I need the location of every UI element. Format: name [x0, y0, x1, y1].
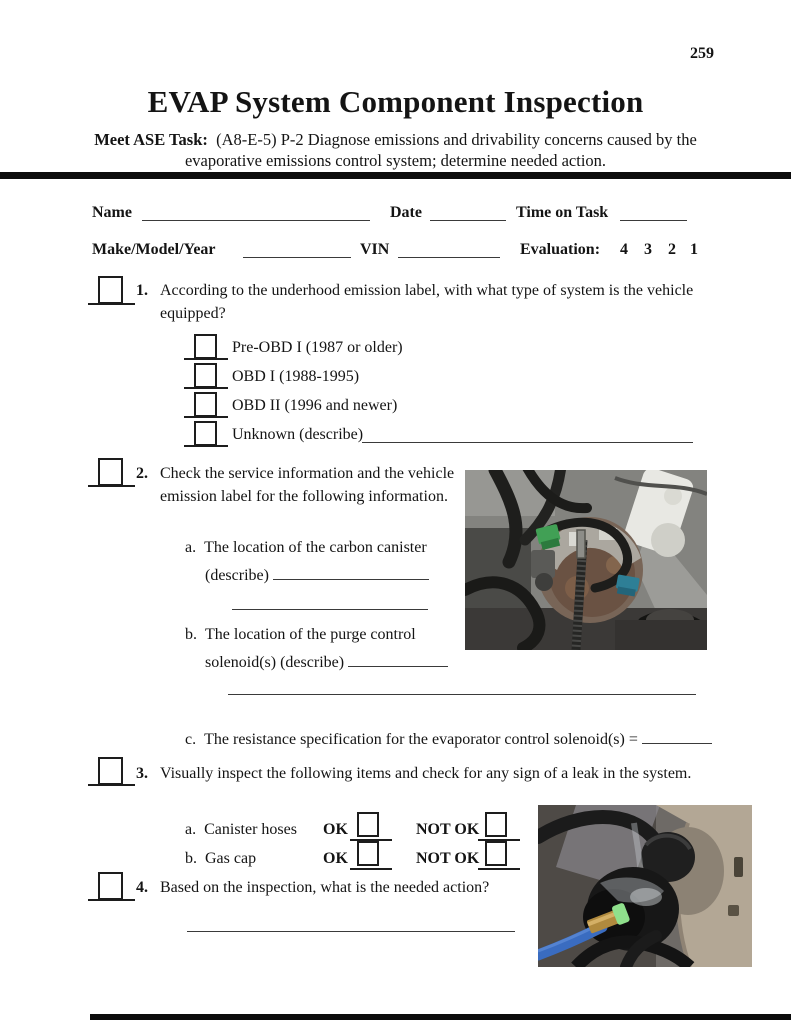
- q2a-continuation-blank-line[interactable]: [232, 609, 428, 610]
- page-title: EVAP System Component Inspection: [147, 84, 644, 119]
- q2c-blank-line[interactable]: [642, 730, 712, 744]
- make-model-year-blank-line[interactable]: [243, 257, 351, 258]
- q1-option-2-label: OBD II (1996 and newer): [232, 397, 398, 414]
- date-label: Date: [390, 204, 422, 221]
- q3-text: Visually inspect the following items and check for any sign of a leak in the system.: [160, 765, 692, 782]
- q2b-continuation-blank-line[interactable]: [228, 694, 696, 695]
- q3a-label: a.: [185, 821, 197, 838]
- checkbox-square-icon: [194, 421, 217, 446]
- q3b-label: b.: [185, 850, 197, 867]
- q1-option-3-checkbox[interactable]: [184, 419, 228, 447]
- q2b-describe-row: [205, 653, 448, 673]
- q3-task-checkbox[interactable]: [88, 757, 135, 786]
- q3a-not-ok-label: NOT OK: [416, 821, 480, 838]
- q2c-row: [185, 730, 712, 750]
- header-divider-rule: [0, 172, 791, 179]
- q2b-text: The location of the purge control: [205, 626, 416, 643]
- name-label: Name: [92, 204, 132, 221]
- checkbox-square-icon: [194, 334, 217, 359]
- q4-text: Based on the inspection, what is the needed action?: [160, 879, 490, 896]
- q2a-label: a.: [185, 539, 197, 556]
- q2a-describe-blank-line[interactable]: [273, 566, 429, 580]
- q2a-text: The location of the carbon canister: [204, 539, 427, 556]
- q1-number: 1.: [136, 282, 148, 299]
- q2b-text2: solenoid(s) (describe): [205, 654, 345, 671]
- engine-bay-photo: [465, 470, 707, 650]
- gas-cap-smoke-test-photo: [538, 805, 752, 967]
- q1-option-1-label: OBD I (1988-1995): [232, 368, 360, 385]
- q3a-ok-checkbox[interactable]: [350, 812, 392, 841]
- q3b-not-ok-checkbox[interactable]: [478, 841, 520, 870]
- bottom-divider-rule: [90, 1014, 791, 1020]
- checkbox-square-icon: [194, 392, 217, 417]
- name-blank-line[interactable]: [142, 220, 370, 221]
- q1-option-2-checkbox[interactable]: [184, 390, 228, 418]
- vin-label: VIN: [360, 241, 390, 258]
- q3b-ok-checkbox[interactable]: [350, 841, 392, 870]
- q1-option-3-label: Unknown (describe): [232, 426, 364, 443]
- q1-option-0-checkbox[interactable]: [184, 332, 228, 360]
- ase-task-line-2: evaporative emissions control system; determine needed action.: [184, 151, 607, 170]
- make-model-year-label: Make/Model/Year: [92, 241, 216, 258]
- q2b-label: b.: [185, 626, 197, 643]
- q3a-item: Canister hoses: [204, 821, 297, 838]
- q2c-text: The resistance specification for the evaporator control solenoid(s) =: [204, 731, 638, 748]
- q1-text-line2: equipped?: [160, 305, 226, 322]
- checkbox-square-icon: [485, 841, 507, 866]
- checkbox-square-icon: [98, 757, 123, 785]
- time-on-task-label: Time on Task: [516, 204, 609, 221]
- q2b-row: [185, 625, 416, 645]
- evaluation-label: Evaluation:: [520, 241, 601, 258]
- q2-text-line2: emission label for the following information.: [160, 488, 448, 505]
- q3-row-a: [185, 820, 297, 840]
- q3-row-b: [185, 849, 256, 869]
- q1-text-line1: According to the underhood emission label, with what type of system is the vehicle: [160, 282, 694, 299]
- checkbox-square-icon: [98, 872, 123, 900]
- q2a-row: [185, 538, 427, 558]
- q4-answer-blank-line[interactable]: [187, 931, 515, 932]
- q1-task-checkbox[interactable]: [88, 276, 135, 305]
- checkbox-square-icon: [98, 458, 123, 486]
- q2a-describe-label: (describe): [205, 567, 269, 584]
- q3a-ok-label: OK: [323, 821, 348, 838]
- page-number: 259: [690, 45, 714, 62]
- q1-option-0-label: Pre-OBD I (1987 or older): [232, 339, 403, 356]
- checkbox-square-icon: [194, 363, 217, 388]
- q2-task-checkbox[interactable]: [88, 458, 135, 487]
- time-on-task-blank-line[interactable]: [620, 220, 687, 221]
- q4-number: 4.: [136, 879, 148, 896]
- checkbox-square-icon: [485, 812, 507, 837]
- vin-blank-line[interactable]: [398, 257, 500, 258]
- ase-task-line-1: [0, 130, 791, 150]
- q2-text-line1: Check the service information and the vehicle: [160, 465, 455, 482]
- q3b-not-ok-label: NOT OK: [416, 850, 480, 867]
- checkbox-square-icon: [357, 841, 379, 866]
- q2-number: 2.: [136, 465, 148, 482]
- ase-task-label: Meet ASE Task:: [94, 130, 208, 149]
- evaluation-1[interactable]: 1: [690, 241, 698, 258]
- q3a-not-ok-checkbox[interactable]: [478, 812, 520, 841]
- q4-task-checkbox[interactable]: [88, 872, 135, 901]
- q2c-label: c.: [185, 731, 197, 748]
- date-blank-line[interactable]: [430, 220, 506, 221]
- ase-task-text: (A8-E-5) P-2 Diagnose emissions and drivability concerns caused by the: [216, 130, 697, 149]
- q2a-describe-row: [205, 566, 429, 586]
- evaluation-2[interactable]: 2: [668, 241, 676, 258]
- q3-number: 3.: [136, 765, 148, 782]
- evaluation-3[interactable]: 3: [644, 241, 652, 258]
- q1-option-1-checkbox[interactable]: [184, 361, 228, 389]
- checkbox-square-icon: [357, 812, 379, 837]
- checkbox-square-icon: [98, 276, 123, 304]
- q2b-describe-blank-line[interactable]: [348, 653, 448, 667]
- q1-unknown-describe-blank-line[interactable]: [362, 442, 693, 443]
- q3b-ok-label: OK: [323, 850, 348, 867]
- q3b-item: Gas cap: [205, 850, 257, 867]
- evaluation-4[interactable]: 4: [620, 241, 628, 258]
